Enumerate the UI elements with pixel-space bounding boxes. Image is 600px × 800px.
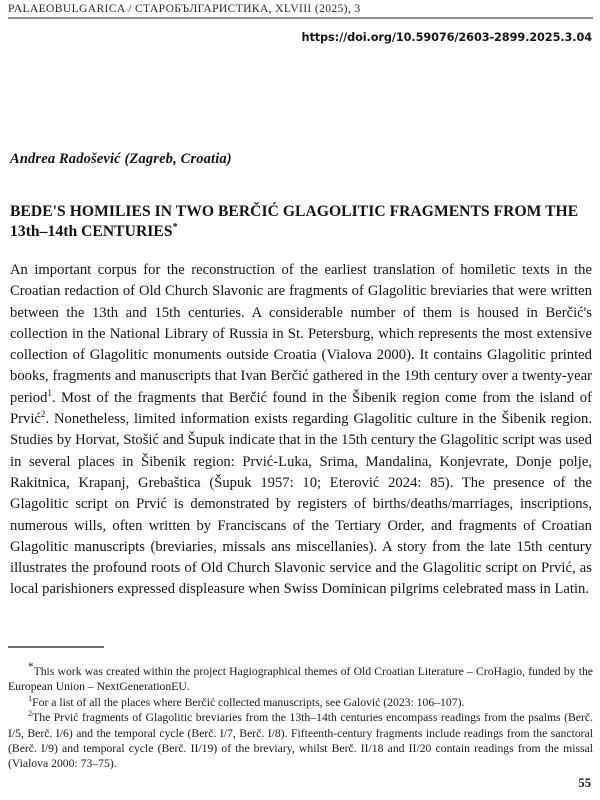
footnote-text: For a list of all the places where Berčić collected manuscripts, see Galović (2023: 106–107). xyxy=(32,695,465,709)
footnote-ref-1[interactable]: 1 xyxy=(47,387,52,398)
footnote-block xyxy=(8,661,593,772)
footnote-ref-2[interactable]: 2 xyxy=(40,409,46,420)
footnote-marker: * xyxy=(28,661,34,674)
article-title xyxy=(10,202,593,241)
article-body xyxy=(10,260,592,601)
running-head: PALAEOBULGARICA / СТАРОБЪЛГАРИСТИКА, XLVIII (2025), 3 xyxy=(8,2,361,15)
footnote-item xyxy=(8,661,593,695)
footnote-text: The Prvić fragments of Glagolitic breviaries from the 13th–14th centuries encompass readings from the psalms (Berč. I/5, Berč. I/6) and the temporal cycle (Berč. I/7, Berč. I/8). Fifteenth-century fragments include readings from the sanctoral (Berč. I/9) and temporal cycle (Berč. II/19) of the breviary, whilst Berč. II/18 and II/20 contain readings from the missal (Vialova 2000: 73–75). xyxy=(8,711,593,771)
header-rule xyxy=(8,17,593,19)
doi-link[interactable]: https://doi.org/10.59076/2603-2899.2025.3.04 xyxy=(301,31,592,44)
article-author: Andrea Radošević (Zagreb, Croatia) xyxy=(10,151,232,167)
body-paragraph-part-2: . Most of the fragments that Berčić found in the Šibenik region come from the island of Prvić xyxy=(10,389,592,428)
footnote-separator-rule xyxy=(8,646,104,648)
footnote-item xyxy=(8,695,593,710)
article-title-text: BEDE'S HOMILIES IN TWO BERČIĆ GLAGOLITIC FRAGMENTS FROM THE 13th–14th CENTURIES xyxy=(10,203,579,240)
page-number: 55 xyxy=(578,776,591,790)
body-paragraph-part-1: An important corpus for the reconstruction of the earliest translation of homiletic texts in the Croatian redaction of Old Church Slavonic are fragments of Glagolitic breviaries that were written between the 13th and 15th centuries. A considerable number of them is housed in Berčić's collection in the National Library of Russia in St. Petersburg, which represents the most extensive collection of Glagolitic monuments outside Croatia (Vialova 2000). It contains Glagolitic printed books, fragments and manuscripts that Ivan Berčić gathered in the 19th century over a twenty-year period xyxy=(10,262,592,406)
footnote-text: This work was created within the project Hagiographical themes of Old Croatian Literature – CroHagio, funded by the European Union – NextGenerationEU. xyxy=(8,665,593,694)
footnote-item xyxy=(8,710,593,772)
footnote-marker: 2 xyxy=(28,709,33,719)
title-footnote-marker[interactable]: * xyxy=(172,221,178,233)
body-paragraph-part-3: . Nonetheless, limited information exists regarding Glagolitic culture in the Šibenik region. Studies by Horvat, Stošić and Šupuk indicate that in the 15th century the Glagolitic script was used in several places in Šibenik region: Prvić-Luka, Srima, Mandalina, Konjevrate, Donje polje, Rakitnica, Krapanj, Grebaštica (Šupuk 1957: 10; Eterović 2024: 85). The presence of the Glagolitic script on Prvić is demonstrated by registers of births/deaths/marriages, inscriptions, numerous wills, often written by Franciscans of the Tertiary Order, and fragments of Croatian Glagolitic manuscripts (breviaries, missals ans miscellanies). A story from the late 15th century illustrates the profound roots of Old Church Slavonic service and the Glagolitic script on Prvić, as local parishioners expressed displeasure when Swiss Dominican pilgrims celebrated mass in Latin. xyxy=(10,411,592,598)
footnote-marker: 1 xyxy=(28,693,33,703)
